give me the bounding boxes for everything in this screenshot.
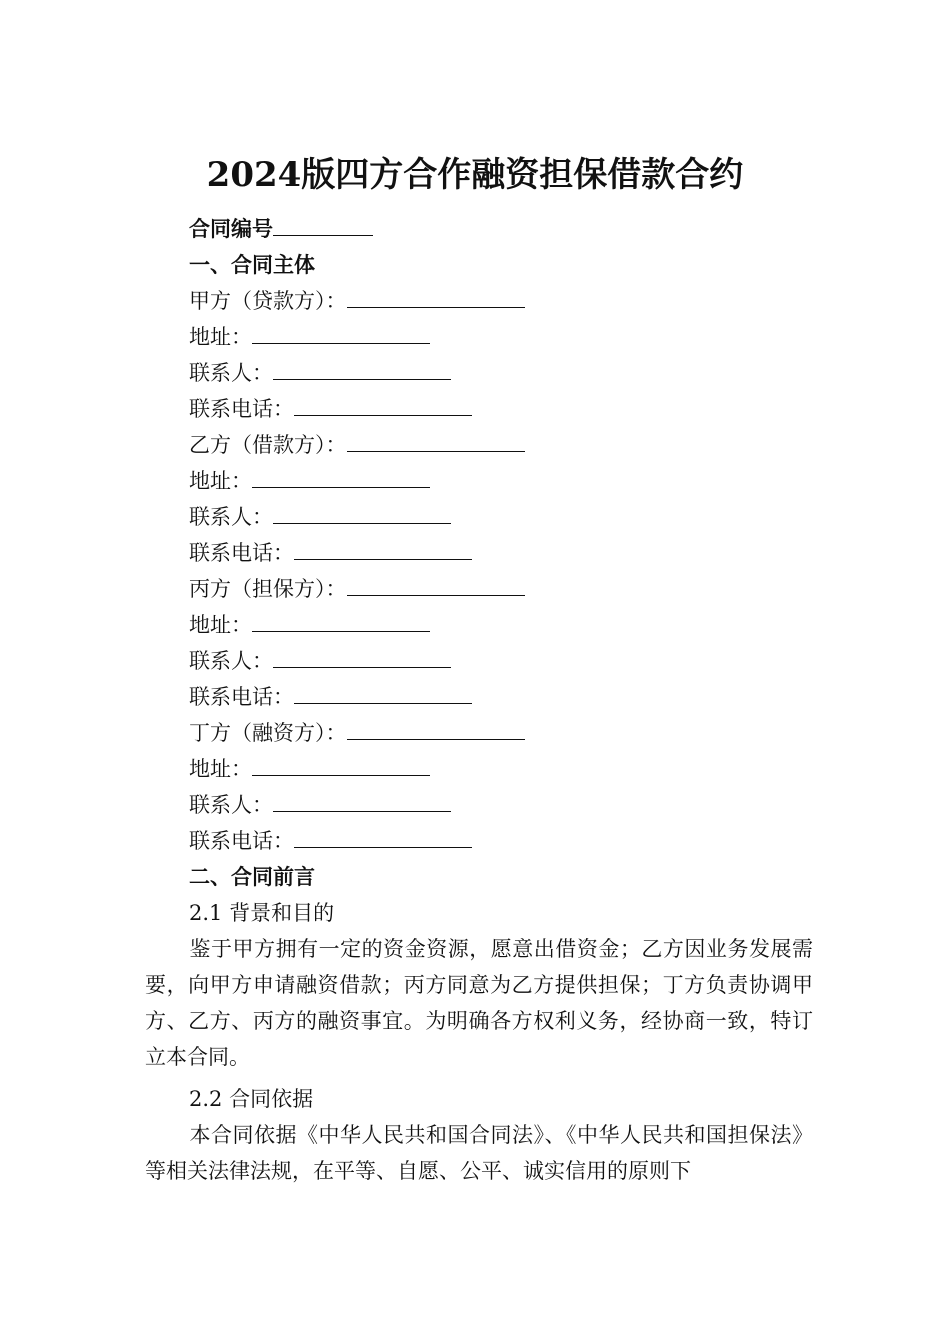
party-d-phone-label: 联系电话： — [189, 829, 294, 853]
party-b-line — [189, 430, 525, 460]
party-b-address-blank — [252, 467, 430, 488]
document-title: 2024版四方合作融资担保借款合约 — [206, 155, 744, 195]
contract-number-line — [189, 214, 373, 244]
subsection-2-2-body — [145, 1117, 813, 1189]
party-d-address-label: 地址： — [189, 757, 252, 781]
party-b-blank — [347, 431, 525, 452]
party-b-contact-blank — [273, 503, 451, 524]
party-c-blank — [347, 575, 525, 596]
party-c-address-line — [189, 610, 430, 640]
party-c-phone-blank — [294, 683, 472, 704]
party-c-contact-label: 联系人： — [189, 649, 273, 673]
subsection-2-2-title: 2.2 合同依据 — [189, 1087, 314, 1111]
party-d-address-line — [189, 754, 430, 784]
subsection-2-1-title: 2.1 背景和目的 — [189, 901, 335, 925]
party-d-label: 丁方（融资方）： — [189, 721, 347, 745]
section-2-heading: 二、合同前言 — [189, 864, 315, 889]
contract-number-label: 合同编号 — [189, 216, 273, 241]
party-a-line — [189, 286, 525, 316]
party-a-phone-line — [189, 394, 472, 424]
subsection-2-2-text: 本合同依据《中华人民共和国合同法》、《中华人民共和国担保法》等相关法律法规，在平等、自愿、公平、诚实信用的原则下 — [145, 1123, 813, 1183]
party-c-contact-line — [189, 646, 451, 676]
party-b-label: 乙方（借款方）： — [189, 433, 347, 457]
contract-number-blank — [273, 215, 373, 236]
party-a-address-label: 地址： — [189, 325, 252, 349]
party-c-address-label: 地址： — [189, 613, 252, 637]
party-c-phone-label: 联系电话： — [189, 685, 294, 709]
section-1-heading: 一、合同主体 — [189, 252, 315, 277]
subsection-2-1-body — [145, 931, 813, 1075]
party-b-address-label: 地址： — [189, 469, 252, 493]
party-d-contact-blank — [273, 791, 451, 812]
party-b-phone-line — [189, 538, 472, 568]
party-a-address-blank — [252, 323, 430, 344]
party-a-contact-label: 联系人： — [189, 361, 273, 385]
party-c-label: 丙方（担保方）： — [189, 577, 347, 601]
party-d-blank — [347, 719, 525, 740]
party-d-contact-line — [189, 790, 451, 820]
party-a-phone-blank — [294, 395, 472, 416]
party-c-address-blank — [252, 611, 430, 632]
party-a-contact-blank — [273, 359, 451, 380]
party-d-address-blank — [252, 755, 430, 776]
party-c-contact-blank — [273, 647, 451, 668]
party-d-phone-blank — [294, 827, 472, 848]
party-b-contact-line — [189, 502, 451, 532]
party-a-phone-label: 联系电话： — [189, 397, 294, 421]
party-b-phone-blank — [294, 539, 472, 560]
party-c-line — [189, 574, 525, 604]
party-b-phone-label: 联系电话： — [189, 541, 294, 565]
party-d-contact-label: 联系人： — [189, 793, 273, 817]
party-c-phone-line — [189, 682, 472, 712]
party-d-phone-line — [189, 826, 472, 856]
party-a-blank — [347, 287, 525, 308]
party-a-contact-line — [189, 358, 451, 388]
party-b-contact-label: 联系人： — [189, 505, 273, 529]
party-b-address-line — [189, 466, 430, 496]
subsection-2-1-text: 鉴于甲方拥有一定的资金资源，愿意出借资金；乙方因业务发展需要，向甲方申请融资借款；丙方同意为乙方提供担保；丁方负责协调甲方、乙方、丙方的融资事宜。为明确各方权利义务，经协商一致，特订立本合同。 — [145, 937, 813, 1069]
party-d-line — [189, 718, 525, 748]
party-a-address-line — [189, 322, 430, 352]
party-a-label: 甲方（贷款方）： — [189, 289, 347, 313]
